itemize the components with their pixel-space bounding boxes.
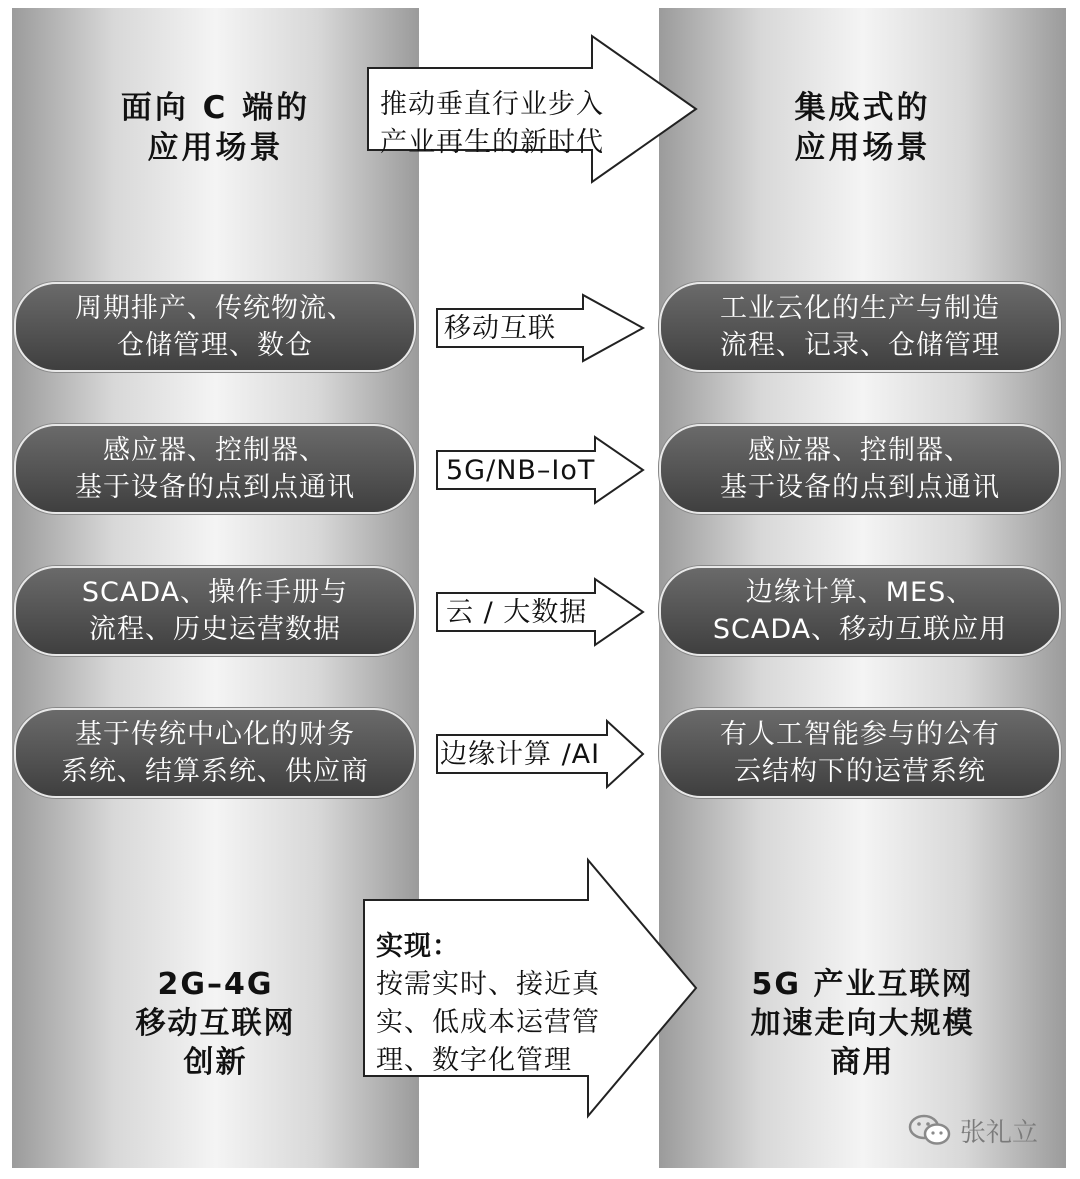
bottom-arrow-line-2: 实、低成本运营管 (376, 1007, 600, 1038)
right-item-1-line-2: 流程、记录、仓储管理 (720, 330, 1000, 361)
right-item-3-line-1: 边缘计算、MES、 (745, 577, 975, 608)
middle-arrow-2-label: 5G/NB–IoT (446, 455, 596, 486)
left-bottom-line-3: 创新 (183, 1045, 248, 1080)
left-title-line-2: 应用场景 (147, 130, 284, 166)
left-item-2 (14, 424, 416, 514)
right-item-2-line-1: 感应器、控制器、 (748, 435, 972, 466)
top-arrow-line-2: 产业再生的新时代 (380, 127, 604, 158)
left-title-line-1: 面向 C 端的 (120, 90, 311, 126)
wechat-icon (908, 1113, 952, 1147)
bottom-arrow-heading: 实现： (376, 931, 460, 962)
left-column-title (12, 88, 419, 168)
watermark-text: 张礼立 (960, 1117, 1039, 1148)
middle-arrow-3-label: 云 / 大数据 (446, 597, 588, 628)
right-item-3 (659, 566, 1061, 656)
left-item-1-line-2: 仓储管理、数仓 (117, 330, 313, 361)
left-bottom-line-2: 移动互联网 (135, 1006, 296, 1041)
right-bottom-line-2: 加速走向大规模 (750, 1006, 975, 1041)
bottom-arrow-line-1: 按需实时、接近真 (376, 969, 600, 1000)
left-item-2-line-2: 基于设备的点到点通讯 (75, 472, 355, 503)
left-item-1 (14, 282, 416, 372)
right-column-title (659, 88, 1066, 168)
right-item-2-line-2: 基于设备的点到点通讯 (720, 472, 1000, 503)
right-item-2 (659, 424, 1061, 514)
left-item-4-line-2: 系统、结算系统、供应商 (61, 756, 369, 787)
right-title-line-2: 应用场景 (794, 130, 931, 166)
left-bottom-title (12, 965, 419, 1082)
right-item-1 (659, 282, 1061, 372)
right-item-4-line-2: 云结构下的运营系统 (734, 756, 986, 787)
bottom-arrow-line-3: 理、数字化管理 (376, 1045, 572, 1076)
top-arrow-text (380, 86, 604, 162)
right-bottom-line-1: 5G 产业互联网 (751, 967, 974, 1002)
watermark (908, 1112, 1038, 1148)
bottom-arrow-text (376, 928, 600, 1080)
left-bottom-line-1: 2G–4G (157, 967, 274, 1002)
middle-arrow-1-label: 移动互联 (444, 313, 556, 344)
right-bottom-title (659, 965, 1066, 1082)
left-item-3 (14, 566, 416, 656)
right-item-1-line-1: 工业云化的生产与制造 (720, 293, 1000, 324)
left-item-1-line-1: 周期排产、传统物流、 (75, 293, 355, 324)
middle-arrow-4-label: 边缘计算 /AI (440, 739, 601, 770)
left-item-4-line-1: 基于传统中心化的财务 (75, 719, 355, 750)
right-item-3-line-2: SCADA、移动互联应用 (712, 614, 1008, 645)
right-item-4 (659, 708, 1061, 798)
left-item-4 (14, 708, 416, 798)
top-arrow-line-1: 推动垂直行业步入 (380, 89, 604, 120)
right-item-4-line-1: 有人工智能参与的公有 (720, 719, 1000, 750)
right-bottom-line-3: 商用 (830, 1045, 895, 1080)
left-item-3-line-2: 流程、历史运营数据 (89, 614, 341, 645)
right-title-line-1: 集成式的 (794, 90, 931, 126)
left-item-2-line-1: 感应器、控制器、 (103, 435, 327, 466)
left-item-3-line-1: SCADA、操作手册与 (81, 577, 349, 608)
